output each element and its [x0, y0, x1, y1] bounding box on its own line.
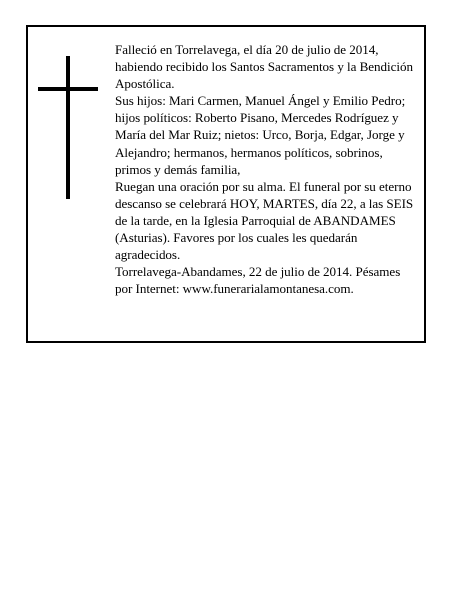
obituary-notice	[26, 25, 426, 343]
cross-icon	[38, 56, 98, 199]
place-date-paragraph: Torrelavega-Abandames, 22 de julio de 2014. Pésames por Internet: www.funerarialamontanesa.com.	[115, 264, 401, 297]
family-paragraph: Sus hijos: Mari Carmen, Manuel Ángel y Emilio Pedro; hijos políticos: Roberto Pisano, Mercedes Rodríguez y María del Mar Ruiz; nietos: Urco, Borja, Edgar, Jorge y Alejandro; hermanos, hermanos políticos, sobrinos, primos y demás familia,	[115, 93, 406, 177]
death-announcement-paragraph: Falleció en Torrelavega, el día 20 de julio de 2014, habiendo recibido los Santos Sacramentos y la Bendición Apostólica.	[115, 42, 413, 92]
cross-vertical-bar	[66, 56, 70, 199]
notice-text	[115, 41, 420, 297]
cross-horizontal-bar	[38, 87, 98, 91]
funeral-paragraph: Ruegan una oración por su alma. El funeral por su eterno descanso se celebrará HOY, MARTES, día 22, a las SEIS de la tarde, en la Iglesia Parroquial de ABANDAMES (Asturias). Favores por los cuales les quedarán agradecidos.	[115, 178, 414, 263]
